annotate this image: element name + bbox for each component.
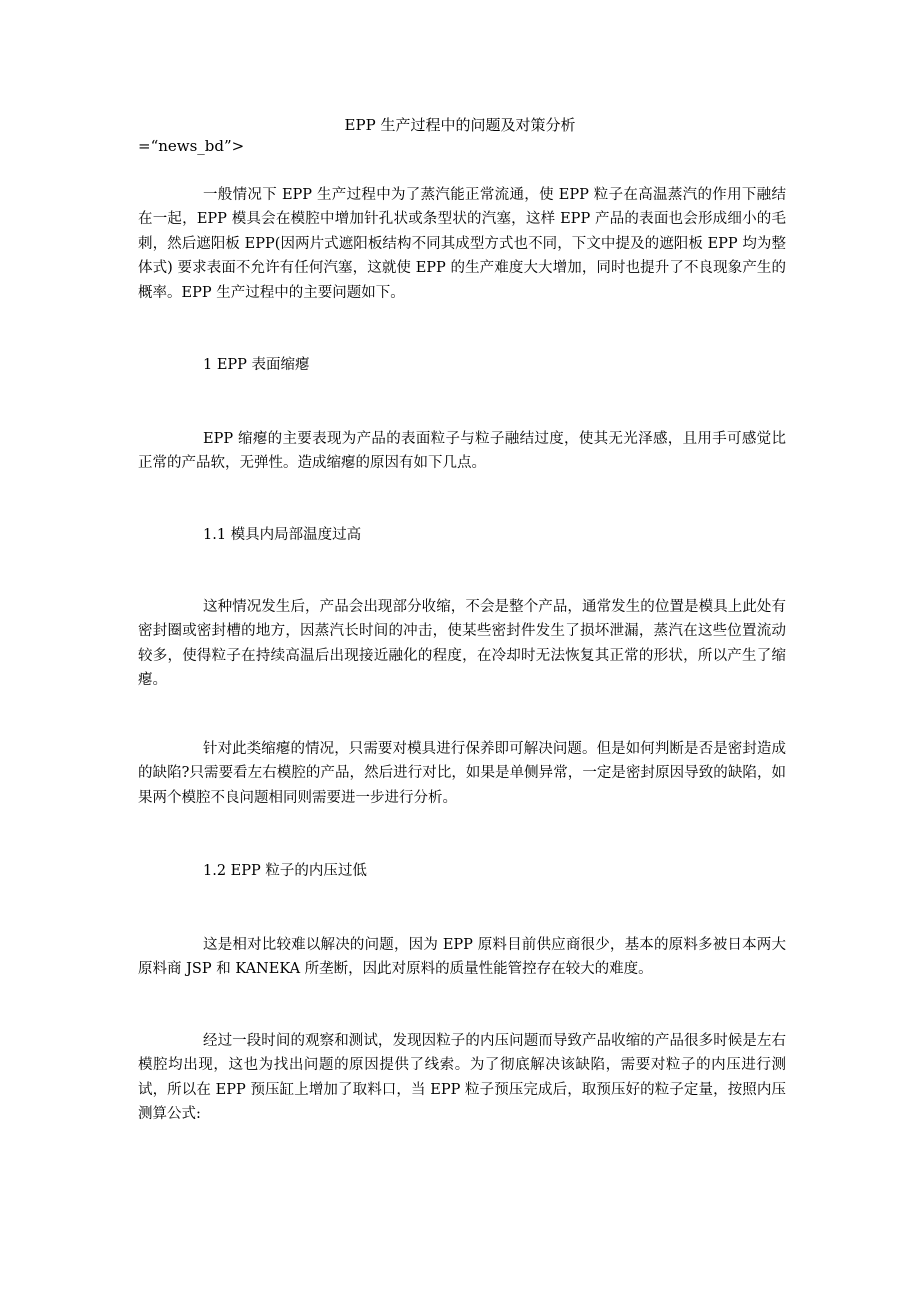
section-1-2-paragraph-b: 经过一段时间的观察和测试，发现因粒子的内压问题而导致产品收缩的产品很多时候是左右模腔均出现，这也为找出问题的原因提供了线索。为了彻底解决该缺陷，需要对粒子的内压进行测试，所以在 EPP 预压缸上增加了取料口，当 EPP 粒子预压完成后，取预压好的粒子定量，按照内压测算公式: bbox=[138, 1033, 786, 1123]
html-fragment-text: =“news_bd”> bbox=[138, 137, 245, 155]
section-1-1-paragraph-a: 这种情况发生后，产品会出现部分收缩，不会是整个产品，通常发生的位置是模具上此处有密封圈或密封槽的地方，因蒸汽长时间的冲击，使某些密封件发生了损坏泄漏，蒸汽在这些位置流动较多，使得粒子在持续高温后出现接近融化的程度，在冷却时无法恢复其正常的形状，所以产生了缩瘪。 bbox=[138, 599, 786, 689]
intro-paragraph: 一般情况下 EPP 生产过程中为了蒸汽能正常流通，使 EPP 粒子在高温蒸汽的作用下融结在一起，EPP 模具会在模腔中增加针孔状或条型状的汽塞，这样 EPP 产品的表面也会形成细小的毛刺，然后遮阳板 EPP(因两片式遮阳板结构不同其成型方式也不同，下文中提及的遮阳板 EPP 均为整体式) 要求表面不允许有任何汽塞，这就使 EPP 的生产难度大大增加，同时也提升了不良现象产生的概率。EPP 生产过程中的主要问题如下。 bbox=[138, 187, 786, 301]
section-1-2-heading: 1.2 EPP 粒子的内压过低 bbox=[203, 863, 367, 879]
page-title: EPP 生产过程中的问题及对策分析 bbox=[344, 116, 576, 134]
section-1-1-heading: 1.1 模具内局部温度过高 bbox=[203, 527, 362, 543]
section-1-2-paragraph-a: 这是相对比较难以解决的问题，因为 EPP 原料目前供应商很少，基本的原料多被日本两大原料商 JSP 和 KANEKA 所垄断，因此对原料的质量性能管控存在较大的难度。 bbox=[138, 937, 786, 978]
section-1-heading: 1 EPP 表面缩瘪 bbox=[203, 357, 310, 373]
section-1-1-paragraph-b: 针对此类缩瘪的情况，只需要对模具进行保养即可解决问题。但是如何判断是否是密封造成的缺陷?只需要看左右模腔的产品，然后进行对比，如果是单侧异常，一定是密封原因导致的缺陷，如果两个模腔不良问题相同则需要进一步进行分析。 bbox=[138, 741, 786, 806]
section-1-paragraph: EPP 缩瘪的主要表现为产品的表面粒子与粒子融结过度，使其无光泽感，且用手可感觉比正常的产品软，无弹性。造成缩瘪的原因有如下几点。 bbox=[138, 431, 787, 472]
